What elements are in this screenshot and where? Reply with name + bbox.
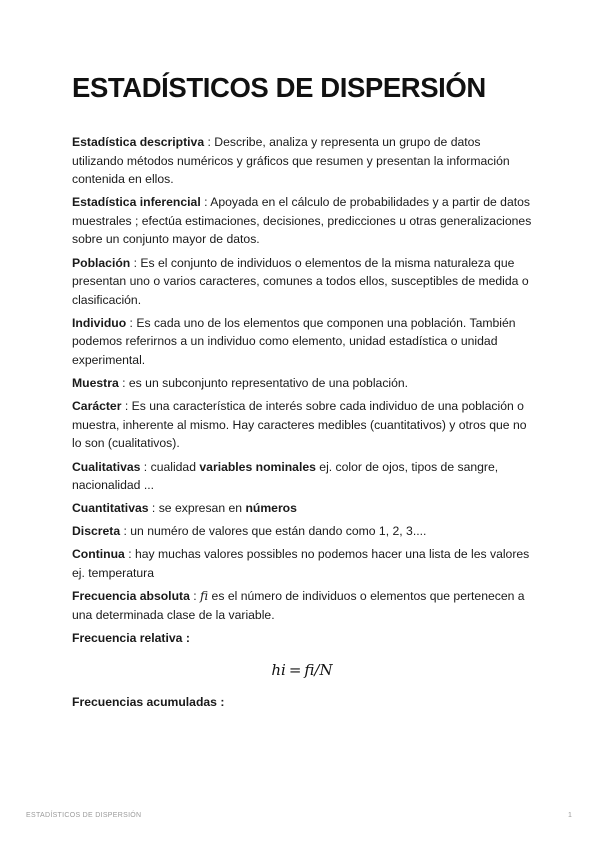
term: Individuo bbox=[72, 315, 127, 330]
definition-estadistica-descriptiva bbox=[72, 133, 532, 189]
page-title: ESTADÍSTICOS DE DISPERSIÓN bbox=[72, 72, 486, 103]
definition-frecuencias-acumuladas bbox=[72, 693, 532, 712]
definition-text: se expresan en bbox=[158, 501, 246, 516]
term: Frecuencias acumuladas bbox=[72, 695, 217, 710]
definition-cualitativas bbox=[72, 458, 532, 495]
definition-text: Apoyada en el cálculo de probabilidades y a partir de datos muestrales ; efectúa estimaciones, decisiones, predicciones u otras generalizaciones sobre un conjunto mayor de datos. bbox=[72, 195, 532, 247]
relative-frequency-formula bbox=[72, 661, 532, 679]
definitions-list bbox=[72, 133, 532, 716]
footer-title: ESTADÍSTICOS DE DISPERSIÓN bbox=[26, 812, 142, 819]
separator: : bbox=[124, 547, 135, 562]
definition-poblacion bbox=[72, 254, 532, 310]
definition-frecuencia-absoluta bbox=[72, 587, 532, 624]
separator: : bbox=[120, 524, 131, 539]
definition-text: Describe, analiza y representa un grupo de datos utilizando métodos numéricos y gráficos que resumen y presentan la información contenida en ellos. bbox=[72, 135, 510, 187]
definition-text: Es cada uno de los elementos que componen una población. También podemos referirnos a un individuo como elemento, unidad estadística o unidad experimental. bbox=[72, 315, 516, 368]
definition-cuantitativas bbox=[72, 499, 532, 518]
definition-estadistica-inferencial bbox=[72, 193, 532, 249]
formula-equals: = bbox=[288, 661, 302, 680]
definition-continua bbox=[72, 545, 532, 582]
definition-discreta bbox=[72, 522, 532, 541]
separator: : bbox=[148, 501, 159, 516]
separator: : bbox=[118, 376, 129, 391]
definition-text-continued: ej. color de ojos, tipos de sangre, nacionalidad ... bbox=[72, 459, 499, 493]
definition-text: hay muchas valores possibles no podemos hacer una lista de les valores ej. temperatura bbox=[72, 547, 530, 580]
definition-text: cualidad bbox=[150, 459, 200, 474]
term: Frecuencia absoluta bbox=[72, 589, 190, 604]
definition-text: es un subconjunto representativo de una población. bbox=[128, 376, 409, 391]
definition-text: un numéro de valores que están dando como 1, 2, 3.... bbox=[130, 524, 427, 539]
separator: : bbox=[130, 255, 141, 270]
term: Estadística inferencial bbox=[72, 195, 201, 210]
definition-text: es el número de individuos o elementos que pertenecen a una determinada clase de la variable. bbox=[72, 589, 525, 622]
highlight-text: variables nominales bbox=[199, 459, 316, 474]
separator: : bbox=[140, 459, 151, 474]
term: Carácter bbox=[72, 399, 122, 414]
separator: : bbox=[121, 399, 132, 414]
term: Muestra bbox=[72, 376, 119, 391]
separator: : bbox=[200, 195, 211, 210]
highlight-text: números bbox=[245, 501, 297, 516]
formula-rhs: fi/N bbox=[304, 661, 333, 680]
term: Discreta bbox=[72, 524, 121, 539]
term: Cualitativas bbox=[72, 459, 141, 474]
separator: : bbox=[182, 630, 190, 645]
separator: : bbox=[126, 315, 137, 330]
term: Estadística descriptiva bbox=[72, 135, 205, 149]
separator: : bbox=[216, 695, 225, 710]
definition-text: Es una característica de interés sobre cada individuo de una población o muestra, inherente al mismo. Hay caracteres medibles (cuantitativos) y otros que no lo son (cualitativos). bbox=[72, 399, 527, 451]
formula-lhs: hi bbox=[271, 661, 286, 680]
definition-muestra bbox=[72, 374, 532, 393]
definition-individuo bbox=[72, 314, 532, 370]
term: Población bbox=[72, 255, 131, 270]
definition-text: Es el conjunto de individuos o elementos de la misma naturaleza que presentan uno o varios caracteres, comunes a todos ellos, susceptibles de medida o clasificación. bbox=[72, 255, 529, 307]
definition-caracter bbox=[72, 397, 532, 453]
term: Frecuencia relativa bbox=[72, 630, 183, 645]
separator: : bbox=[204, 135, 215, 149]
definition-frecuencia-relativa bbox=[72, 629, 532, 648]
separator: : bbox=[189, 589, 201, 604]
term: Cuantitativas bbox=[72, 501, 149, 516]
term: Continua bbox=[72, 547, 125, 562]
math-symbol: fi bbox=[200, 589, 209, 604]
footer-page-number: 1 bbox=[568, 812, 572, 819]
